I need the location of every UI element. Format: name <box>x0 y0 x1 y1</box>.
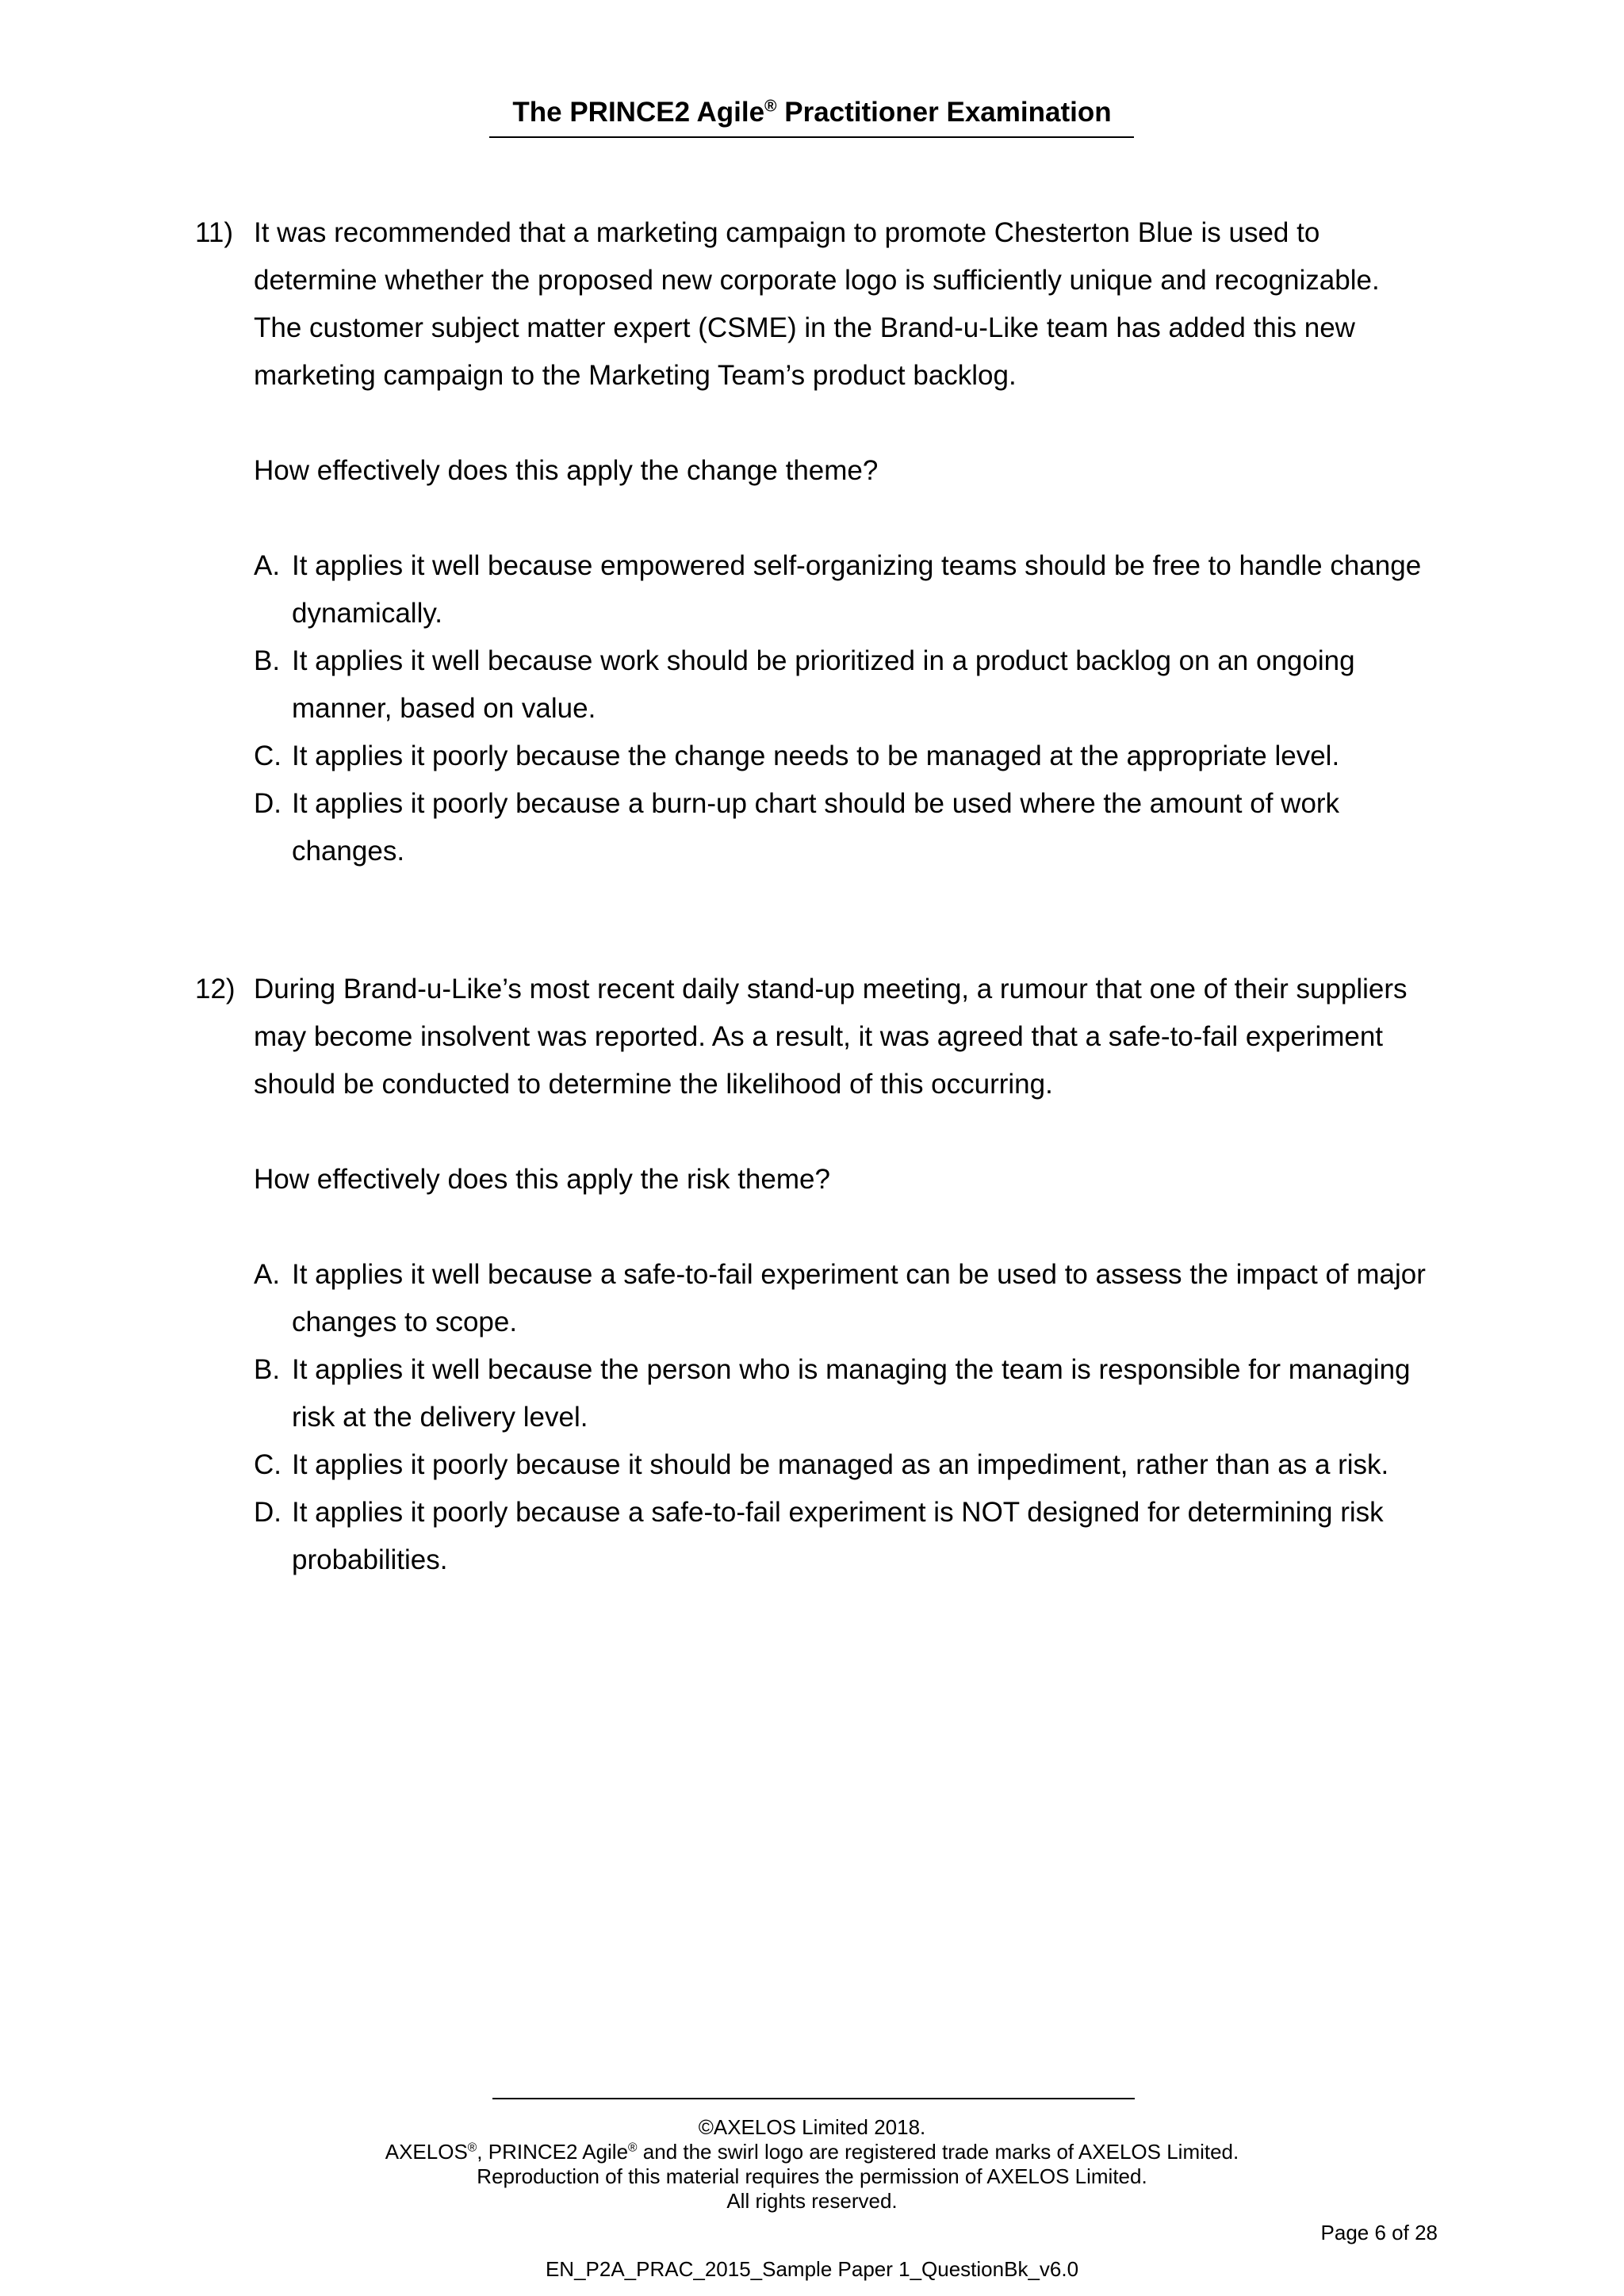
question-number: 11) <box>195 217 233 248</box>
page-footer <box>0 2115 1624 2214</box>
option-text: It applies it well because empowered self-organizing teams should be free to handle change dynamically. <box>292 550 1422 629</box>
registered-mark: ® <box>628 2141 638 2155</box>
question-number: 12) <box>195 974 236 1004</box>
header-divider <box>489 136 1134 138</box>
question-stem-text: It was recommended that a marketing campaign to promote Chesterton Blue is used to determine whether the proposed new corporate logo is sufficiently unique and recognizable. The customer subject matter expert (CSME) in the Brand-u-Like team has added this new marketing campaign to the Marketing Team’s product backlog. <box>254 217 1380 391</box>
header-title-text: The PRINCE2 Agile <box>512 97 765 128</box>
option-letter: A. <box>254 1259 281 1290</box>
trademark-text: and the swirl logo are registered trade marks of AXELOS Limited. <box>637 2140 1239 2164</box>
answer-options <box>0 1251 1435 1584</box>
option-letter: B. <box>254 645 281 676</box>
answer-option-b <box>254 1346 1435 1441</box>
question-prompt: How effectively does this apply the risk theme? <box>254 1164 830 1195</box>
footer-rights: All rights reserved. <box>726 2189 898 2213</box>
question-prompt: How effectively does this apply the change theme? <box>254 455 879 486</box>
footer-divider <box>492 2098 1135 2099</box>
question-stem <box>0 209 1427 400</box>
option-text: It applies it well because the person who is managing the team is responsible for managing risk at the delivery level. <box>292 1354 1411 1433</box>
option-letter: C. <box>254 1449 282 1480</box>
answer-option-a <box>254 1251 1435 1346</box>
question-11 <box>0 209 1624 875</box>
footer-trademark <box>0 2140 1624 2164</box>
trademark-text: AXELOS <box>385 2140 468 2164</box>
option-text: It applies it poorly because a safe-to-fail experiment is NOT designed for determining risk probabilities. <box>292 1497 1384 1575</box>
option-letter: C. <box>254 740 282 771</box>
option-letter: D. <box>254 788 282 819</box>
option-letter: B. <box>254 1354 281 1385</box>
option-letter: A. <box>254 550 281 581</box>
page-header-title <box>0 95 1624 130</box>
registered-mark: ® <box>764 97 777 116</box>
option-text: It applies it well because work should be prioritized in a product backlog on an ongoing manner, based on value. <box>292 645 1355 724</box>
header-title-text-end: Practitioner Examination <box>776 97 1112 128</box>
answer-option-c <box>254 1441 1435 1489</box>
footer-copyright: ©AXELOS Limited 2018. <box>698 2115 926 2139</box>
question-stem-text: During Brand-u-Like’s most recent daily stand-up meeting, a rumour that one of their suppliers may become insolvent was reported. As a result, it was agreed that a safe-to-fail experiment should be conducted to determine the likelihood of this occurring. <box>254 974 1408 1100</box>
answer-options <box>0 542 1435 875</box>
option-text: It applies it poorly because it should be managed as an impediment, rather than as a risk. <box>292 1449 1389 1480</box>
trademark-text: , PRINCE2 Agile <box>477 2140 629 2164</box>
question-stem <box>0 966 1427 1108</box>
option-text: It applies it well because a safe-to-fail experiment can be used to assess the impact of major changes to scope. <box>292 1259 1426 1337</box>
option-text: It applies it poorly because a burn-up chart should be used where the amount of work changes. <box>292 788 1340 867</box>
answer-option-d <box>254 1489 1435 1584</box>
option-letter: D. <box>254 1497 282 1528</box>
answer-option-a <box>254 542 1435 637</box>
document-id: EN_P2A_PRAC_2015_Sample Paper 1_QuestionBk_v6.0 <box>545 2257 1079 2281</box>
footer-reproduction: Reproduction of this material requires the permission of AXELOS Limited. <box>477 2164 1147 2188</box>
registered-mark: ® <box>467 2141 477 2155</box>
answer-option-c <box>254 733 1435 780</box>
page-number: Page 6 of 28 <box>1320 2221 1438 2244</box>
option-text: It applies it poorly because the change needs to be managed at the appropriate level. <box>292 740 1340 771</box>
answer-option-b <box>254 637 1435 733</box>
question-12 <box>0 966 1624 1584</box>
answer-option-d <box>254 780 1435 875</box>
